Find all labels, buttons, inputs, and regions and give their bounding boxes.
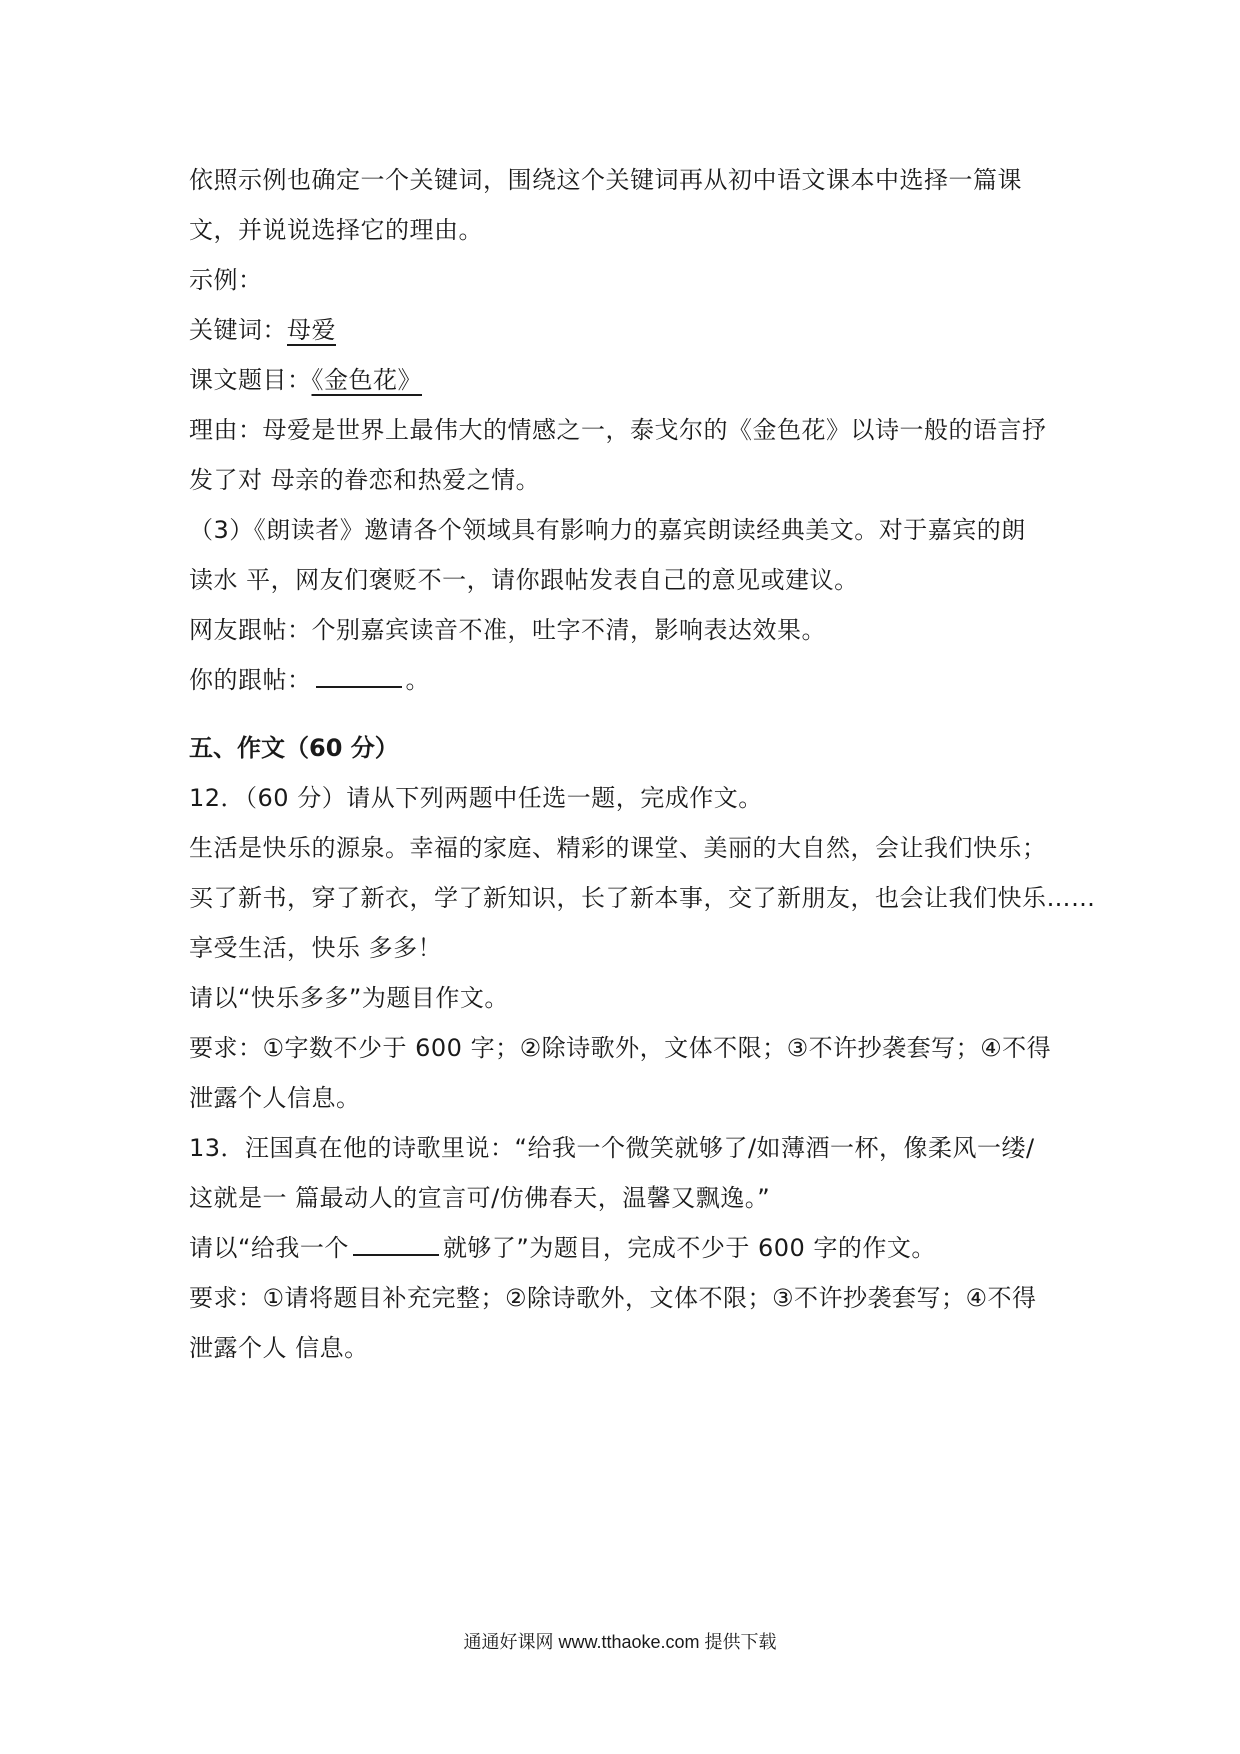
reason-line: 理由：母爱是世界上最伟大的情感之一，泰戈尔的《金色花》以诗一般的语言抒 — [189, 416, 1047, 444]
page-footer: 通通好课网 www.tthaoke.com 提供下载 — [463, 1632, 777, 1652]
paragraph-line: 请以“快乐多多”为题目作文。 — [189, 984, 509, 1012]
title-prompt-suffix: 就够了”为题目，完成不少于 600 字的作文。 — [442, 1234, 936, 1262]
answer-blank[interactable] — [316, 664, 402, 688]
requirements-line: 泄露个人 信息。 — [189, 1334, 369, 1362]
requirements-line: 要求：①请将题目补充完整；②除诗歌外，文体不限；③不许抄袭套写；④不得 — [189, 1284, 1037, 1312]
paragraph-line: 文，并说说选择它的理由。 — [189, 216, 483, 244]
keyword-line — [189, 305, 1069, 355]
paragraph-line: 生活是快乐的源泉。幸福的家庭、精彩的课堂、美丽的大自然，会让我们快乐； — [189, 834, 1047, 862]
question-3-line: （3）《朗读者》邀请各个领域具有影响力的嘉宾朗读经典美文。对于嘉宾的朗 — [189, 516, 1026, 544]
lesson-title-line — [189, 355, 1069, 405]
question-3-line: 读水 平，网友们褒贬不一，请你跟帖发表自己的意见或建议。 — [189, 566, 859, 594]
question-13-line: 13．汪国真在他的诗歌里说：“给我一个微笑就够了/如薄酒一杯，像柔风一缕/ — [189, 1134, 1035, 1162]
keyword-label: 关键词： — [189, 316, 287, 344]
paragraph-line: 依照示例也确定一个关键词，围绕这个关键词再从初中语文课本中选择一篇课 — [189, 166, 1022, 194]
document-body — [189, 155, 1096, 1373]
title-blank[interactable] — [353, 1232, 439, 1256]
your-reply-line — [189, 655, 1069, 705]
your-reply-end: 。 — [405, 666, 430, 694]
netizen-reply-line: 网友跟帖：个别嘉宾读音不准，吐字不清，影响表达效果。 — [189, 616, 826, 644]
paragraph-line: 享受生活，快乐 多多！ — [189, 934, 443, 962]
section-heading: 五、作文（60 分） — [189, 734, 399, 762]
requirements-line: 要求：①字数不少于 600 字；②除诗歌外，文体不限；③不许抄袭套写；④不得 — [189, 1034, 1052, 1062]
lesson-title-value: 《金色花》 — [311, 366, 422, 394]
paragraph-line: 买了新书，穿了新衣，学了新知识，长了新本事，交了新朋友，也会让我们快乐…… — [189, 884, 1096, 912]
lesson-title-label: 课文题目： — [189, 366, 312, 394]
requirements-line: 泄露个人信息。 — [189, 1084, 361, 1112]
your-reply-label: 你的跟帖： — [189, 666, 312, 694]
example-label: 示例： — [189, 266, 263, 294]
reason-line: 发了对 母亲的眷恋和热爱之情。 — [189, 466, 541, 494]
question-12-line: 12．（60 分）请从下列两题中任选一题，完成作文。 — [189, 784, 763, 812]
question-13-line: 这就是一 篇最动人的宣言可/仿佛春天，温馨又飘逸。” — [189, 1184, 771, 1212]
title-prompt-line — [189, 1223, 1069, 1273]
keyword-value: 母爱 — [287, 316, 336, 344]
title-prompt-prefix: 请以“给我一个 — [189, 1234, 349, 1262]
